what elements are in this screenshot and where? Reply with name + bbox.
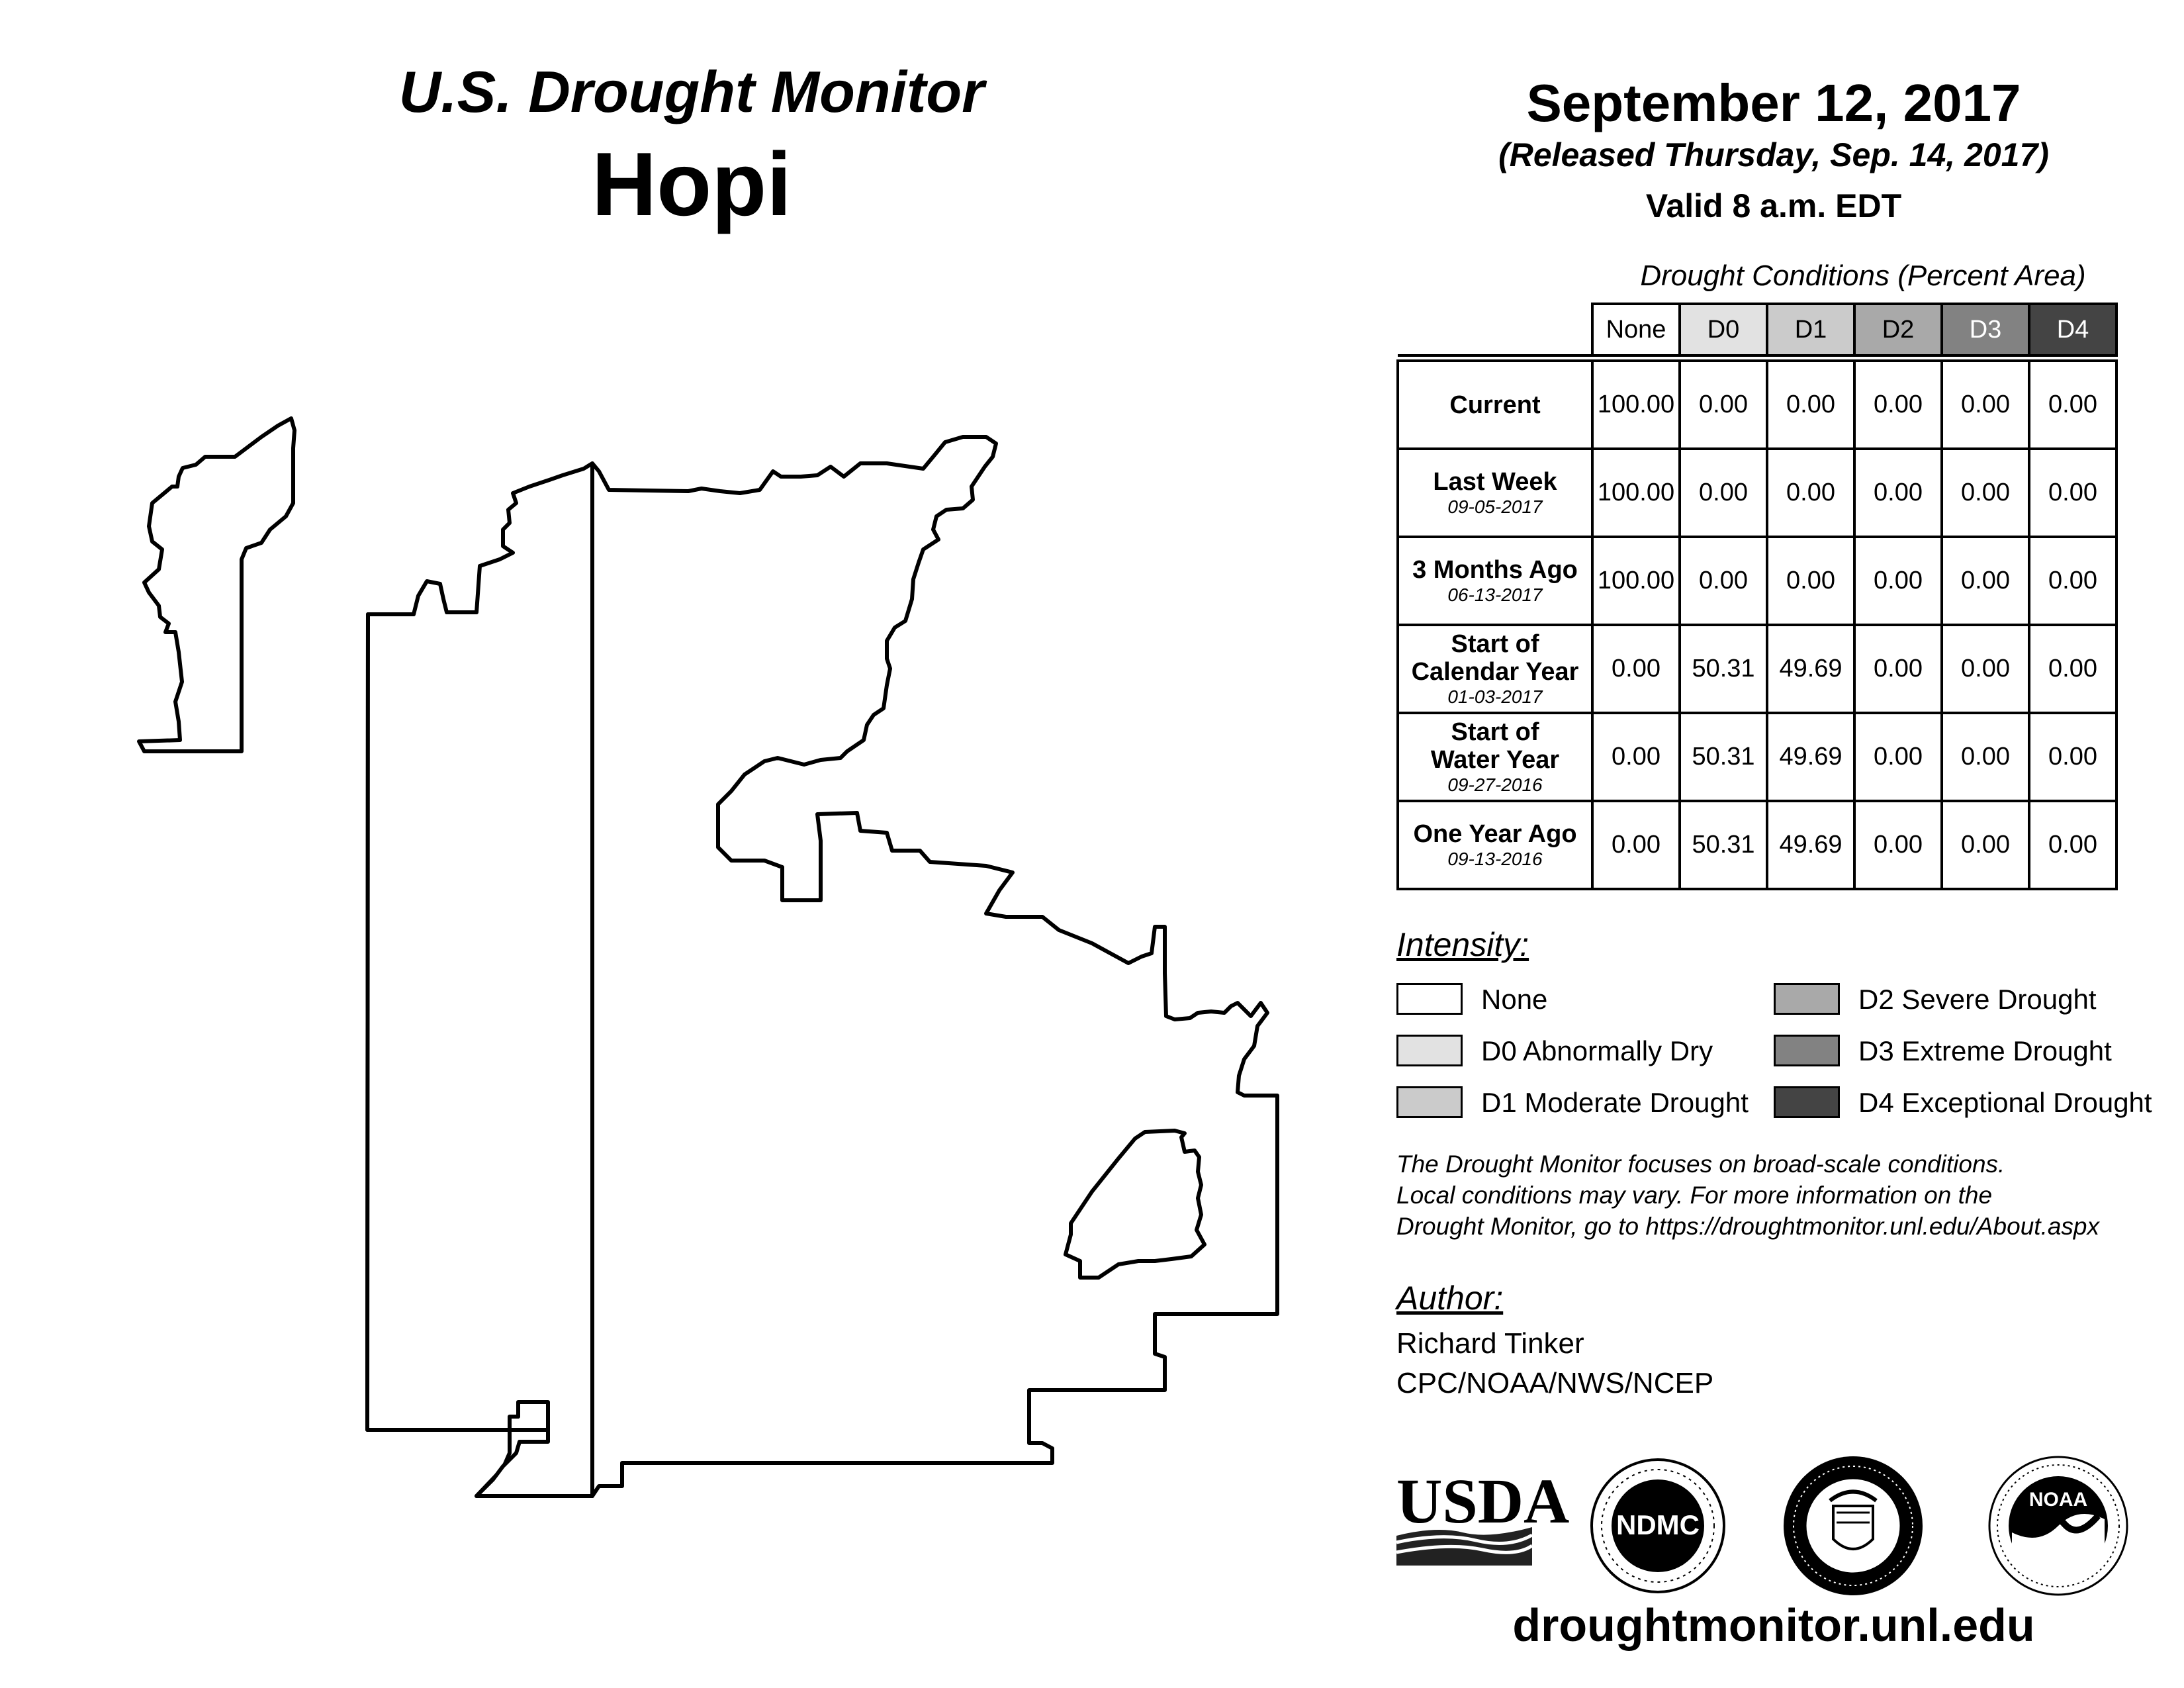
legend-swatch bbox=[1396, 1035, 1463, 1066]
table-cell: 0.00 bbox=[2029, 713, 2116, 801]
table-cell: 0.00 bbox=[1854, 801, 1942, 889]
table-corner bbox=[1398, 304, 1592, 355]
legend-swatch bbox=[1774, 1035, 1840, 1066]
table-cell: 0.00 bbox=[1680, 449, 1767, 537]
table-row bbox=[1398, 713, 2116, 801]
row-label-text: One Year Ago bbox=[1413, 820, 1577, 848]
table-cell: 49.69 bbox=[1767, 801, 1854, 889]
legend-swatch bbox=[1396, 1086, 1463, 1118]
western-exclave bbox=[139, 418, 295, 751]
row-date: 06-13-2017 bbox=[1447, 584, 1543, 605]
table-cell: 0.00 bbox=[1854, 625, 1942, 713]
release-date: (Released Thursday, Sep. 14, 2017) bbox=[1498, 136, 2049, 173]
table-cell: 0.00 bbox=[1680, 537, 1767, 625]
table-cell: 50.31 bbox=[1680, 713, 1767, 801]
table-cell: 0.00 bbox=[1854, 537, 1942, 625]
table-cell: 0.00 bbox=[1592, 713, 1680, 801]
table-row bbox=[1398, 449, 2116, 537]
legend-swatch bbox=[1774, 983, 1840, 1015]
legend-label: D1 Moderate Drought bbox=[1481, 1087, 1749, 1118]
table-cell: 0.00 bbox=[1854, 713, 1942, 801]
table-cell: 0.00 bbox=[1592, 625, 1680, 713]
legend-label: None bbox=[1481, 984, 1548, 1015]
table-caption: Drought Conditions (Percent Area) bbox=[1640, 259, 2086, 292]
table-cell: 0.00 bbox=[1942, 713, 2029, 801]
usda-logo bbox=[1396, 1466, 1570, 1566]
table-cell: 0.00 bbox=[2029, 537, 2116, 625]
table-cell: 0.00 bbox=[2029, 361, 2116, 449]
commerce-seal-logo bbox=[1780, 1453, 1926, 1599]
disclaimer-line: The Drought Monitor focuses on broad-scale conditions. bbox=[1396, 1150, 2005, 1178]
row-label-text: Start of bbox=[1451, 630, 1539, 658]
usda-logo-text: USDA bbox=[1396, 1466, 1570, 1536]
row-date: 09-05-2017 bbox=[1447, 496, 1543, 517]
row-label-text: Start of bbox=[1451, 718, 1539, 746]
table-cell: 0.00 bbox=[1592, 801, 1680, 889]
western-outline bbox=[367, 463, 592, 1496]
table-cell: 100.00 bbox=[1592, 361, 1680, 449]
map-date: September 12, 2017 bbox=[1526, 73, 2021, 132]
col-header-none: None bbox=[1592, 304, 1680, 355]
disclaimer bbox=[1396, 1149, 2177, 1242]
row-label bbox=[1398, 449, 1592, 537]
row-date: 09-13-2016 bbox=[1447, 848, 1543, 869]
table-row bbox=[1398, 625, 2116, 713]
valid-time: Valid 8 a.m. EDT bbox=[1645, 187, 1902, 224]
col-header-d2: D2 bbox=[1854, 304, 1942, 355]
legend-swatch bbox=[1396, 983, 1463, 1015]
table-cell: 0.00 bbox=[1680, 361, 1767, 449]
table-cell: 49.69 bbox=[1767, 713, 1854, 801]
table-cell: 50.31 bbox=[1680, 801, 1767, 889]
intensity-heading: Intensity: bbox=[1396, 926, 1529, 963]
disclaimer-line: Drought Monitor, go to https://droughtmonitor.unl.edu/About.aspx bbox=[1396, 1213, 2099, 1240]
table-row bbox=[1398, 537, 2116, 625]
eastern-outline bbox=[592, 437, 1277, 1496]
table-cell: 100.00 bbox=[1592, 537, 1680, 625]
row-label bbox=[1398, 537, 1592, 625]
table-cell: 50.31 bbox=[1680, 625, 1767, 713]
table-cell: 0.00 bbox=[1767, 361, 1854, 449]
row-label-text: 3 Months Ago bbox=[1412, 555, 1578, 584]
table-cell: 0.00 bbox=[1942, 801, 2029, 889]
table-cell: 0.00 bbox=[1942, 449, 2029, 537]
table-cell: 0.00 bbox=[1854, 361, 1942, 449]
disclaimer-line: Local conditions may vary. For more information on the bbox=[1396, 1182, 1993, 1209]
row-label bbox=[1398, 361, 1592, 449]
legend-label: D3 Extreme Drought bbox=[1858, 1035, 2112, 1066]
noaa-logo-text: NOAA bbox=[2028, 1489, 2088, 1511]
author-org: CPC/NOAA/NWS/NCEP bbox=[1396, 1367, 1714, 1399]
author-heading: Author: bbox=[1396, 1280, 1504, 1317]
map-title: U.S. Drought Monitor bbox=[398, 59, 985, 124]
legend-swatch bbox=[1774, 1086, 1840, 1118]
col-header-d0: D0 bbox=[1680, 304, 1767, 355]
table-cell: 0.00 bbox=[1942, 361, 2029, 449]
table-cell: 0.00 bbox=[1767, 449, 1854, 537]
legend-label: D0 Abnormally Dry bbox=[1481, 1035, 1713, 1066]
row-date: 01-03-2017 bbox=[1447, 686, 1543, 707]
row-label-text: Current bbox=[1449, 391, 1541, 419]
row-label bbox=[1398, 801, 1592, 889]
table-cell: 49.69 bbox=[1767, 625, 1854, 713]
row-label bbox=[1398, 625, 1592, 713]
drought-conditions-table bbox=[1396, 303, 2118, 890]
table-cell: 0.00 bbox=[1767, 537, 1854, 625]
site-url[interactable]: droughtmonitor.unl.edu bbox=[1512, 1599, 2035, 1651]
table-cell: 0.00 bbox=[2029, 625, 2116, 713]
col-header-d1: D1 bbox=[1767, 304, 1854, 355]
table-row bbox=[1398, 801, 2116, 889]
row-label-text: Last Week bbox=[1433, 467, 1557, 496]
table-header-row bbox=[1398, 304, 2116, 355]
ndmc-logo bbox=[1588, 1456, 1727, 1595]
row-date: 09-27-2016 bbox=[1447, 774, 1543, 795]
table-cell: 0.00 bbox=[2029, 801, 2116, 889]
table-row bbox=[1398, 361, 2116, 449]
row-label bbox=[1398, 713, 1592, 801]
table-cell: 0.00 bbox=[2029, 449, 2116, 537]
noaa-logo bbox=[1985, 1453, 2131, 1599]
table-cell: 100.00 bbox=[1592, 449, 1680, 537]
col-header-d4: D4 bbox=[2029, 304, 2116, 355]
legend-label: D2 Severe Drought bbox=[1858, 984, 2097, 1015]
row-label-text-2: Water Year bbox=[1430, 745, 1560, 774]
author-name: Richard Tinker bbox=[1396, 1327, 1584, 1360]
ndmc-logo-text: NDMC bbox=[1616, 1509, 1700, 1540]
col-header-d3: D3 bbox=[1942, 304, 2029, 355]
region-title: Hopi bbox=[591, 134, 792, 234]
row-label-text-2: Calendar Year bbox=[1411, 657, 1579, 686]
table-cell: 0.00 bbox=[1942, 625, 2029, 713]
table-cell: 0.00 bbox=[1854, 449, 1942, 537]
table-cell: 0.00 bbox=[1942, 537, 2029, 625]
legend-label: D4 Exceptional Drought bbox=[1858, 1087, 2152, 1118]
